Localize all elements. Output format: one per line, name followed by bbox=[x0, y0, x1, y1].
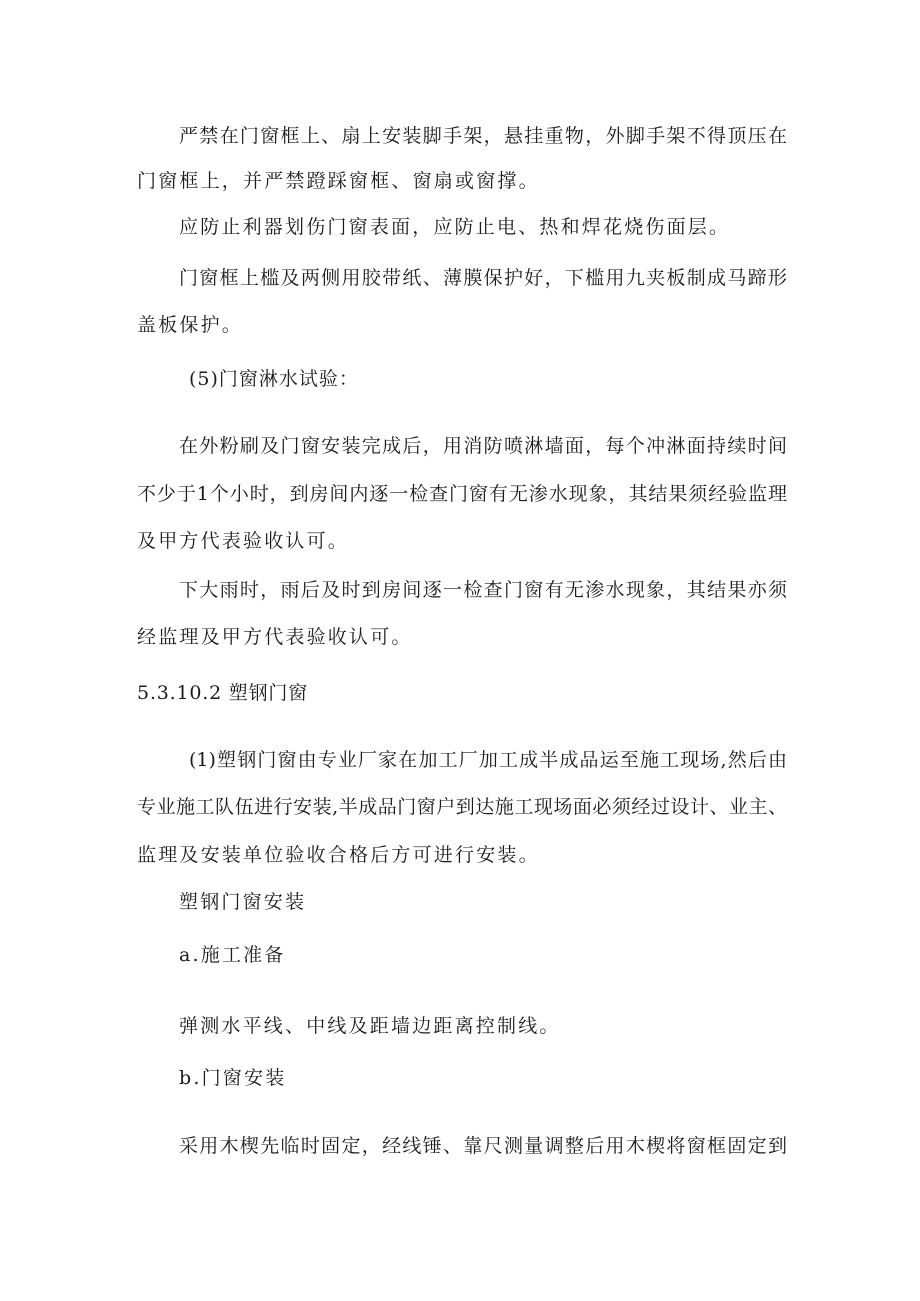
paragraph-line-5: 盖板保护。 bbox=[137, 314, 244, 336]
subheading-install: 塑钢门窗安装 bbox=[179, 891, 307, 913]
paragraph-line-14: 弹测水平线、中线及距墙边距离控制线。 bbox=[179, 1015, 561, 1037]
paragraph-line-12: 专业施工队伍进行安装,半成品门窗户到达施工现场面必须经过设计、业主、 bbox=[137, 796, 787, 818]
paragraph-line-13: 监理及安装单位验收合格后方可进行安装。 bbox=[137, 844, 540, 866]
paragraph-line-2: 门窗框上，并严禁蹬踩窗框、窗扇或窗撑。 bbox=[137, 170, 540, 192]
paragraph-line-11: (1)塑钢门窗由专业厂家在加工厂加工成半成品运至施工现场,然后由 bbox=[189, 749, 787, 771]
paragraph-line-7: 不少于1个小时，到房间内逐一检查门窗有无渗水现象，其结果须经验监理 bbox=[137, 483, 787, 505]
paragraph-line-15: 采用木楔先临时固定，经线锤、靠尺测量调整后用木楔将窗框固定到 bbox=[179, 1135, 787, 1157]
paragraph-line-4: 门窗框上槛及两侧用胶带纸、薄膜保护好，下槛用九夹板制成马蹄形 bbox=[179, 267, 787, 289]
section-heading-5: (5)门窗淋水试验： bbox=[189, 368, 359, 390]
paragraph-line-10: 经监理及甲方代表验收认可。 bbox=[137, 626, 413, 648]
paragraph-line-9: 下大雨时，雨后及时到房间逐一检查门窗有无渗水现象，其结果亦须 bbox=[179, 579, 787, 601]
paragraph-line-6: 在外粉刷及门窗安装完成后，用消防喷淋墙面，每个冲淋面持续时间 bbox=[179, 435, 787, 457]
paragraph-line-3: 应防止利器划伤门窗表面，应防止电、热和焊花烧伤面层。 bbox=[179, 216, 731, 238]
section-heading-5-3-10-2: 5.3.10.2 塑钢门窗 bbox=[137, 682, 309, 704]
paragraph-line-1: 严禁在门窗框上、扇上安装脚手架，悬挂重物，外脚手架不得顶压在 bbox=[179, 125, 787, 147]
subheading-b-install: b.门窗安装 bbox=[179, 1067, 287, 1089]
paragraph-line-8: 及甲方代表验收认可。 bbox=[137, 530, 350, 552]
subheading-a-prep: a.施工准备 bbox=[179, 944, 286, 966]
